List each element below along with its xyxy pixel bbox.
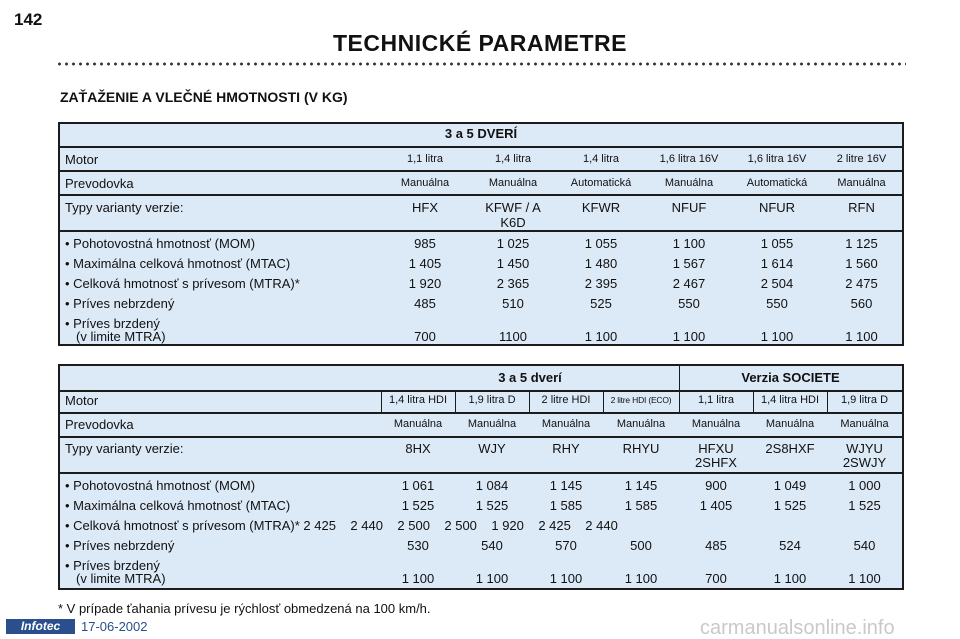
table-cell: 1 560 [845,256,878,271]
table-cell: 560 [850,296,873,311]
row-label: • Príves nebrzdený [65,538,175,553]
table-cell: 1,9 litra D [468,394,516,406]
table-cell: 550 [766,296,788,311]
table-cell: 1,4 litra [582,153,620,165]
table-cell: 1 049 [773,478,807,493]
table-cell: 1 450 [496,256,530,271]
table-cell: KFWF / A [485,200,541,215]
table-cell: 1 100 [760,329,794,344]
table-cell: NFUF [671,200,707,215]
spec-table-1 [58,122,904,346]
table-cell: 1 525 [475,498,509,513]
table-cell: Manuálna [664,177,714,189]
table-cell: 524 [779,538,801,553]
table-cell: 500 [630,538,652,553]
table-cell: RHYU [622,441,660,456]
table-cell: 1 405 [408,256,442,271]
table-cell: 1 084 [475,478,509,493]
table-cell: 1100 [499,329,527,344]
row-label: • Maximálna celková hmotnosť (MTAC) [65,256,291,271]
table-cell: 1,1 litra [406,153,444,165]
table1-header: 3 a 5 DVERÍ [444,126,518,141]
table-cell: 1 100 [845,329,878,344]
row-label: • Príves brzdený [65,558,160,573]
print-date: 17-06-2002 [81,619,148,634]
table-cell: HFX [412,200,438,215]
table-cell: 2 475 [845,276,878,291]
table-cell: Manuálna [541,418,591,430]
table-cell: Manuálna [837,177,886,189]
table-cell: 2 litre HDI (ECO) [610,395,672,405]
table-cell: 540 [481,538,503,553]
table-cell: 1,9 litra D [840,394,889,406]
table-cell: WJYU [846,441,883,456]
table-cell: 1 000 [848,478,881,493]
table-cell: 1,4 litra [494,153,532,165]
table2-header-left: 3 a 5 dverí [498,370,562,385]
page-number: 142 [14,10,43,29]
row-label: • Celková hmotnosť s prívesom (MTRA)* 2 425 2 440 2 500 2 500 1 920 2 425 2 440 [65,518,618,533]
table-cell: Automatická [570,177,632,189]
table-cell: 2 litre HDI [541,394,591,406]
row-label: • Príves brzdený [65,316,160,331]
table-cell: 1 055 [760,236,794,251]
table-cell: 550 [678,296,700,311]
table-cell: Manuálna [765,418,815,430]
spec-table-2 [58,364,904,590]
table-cell: 540 [853,538,876,553]
table-cell: 1 405 [699,498,733,513]
table-cell: 1 100 [549,571,583,586]
table-cell: 1 100 [401,571,435,586]
table-cell: 2 395 [584,276,618,291]
table-cell: 1 100 [672,329,706,344]
table-cell: Manuálna [467,418,517,430]
table-cell: 1 100 [624,571,658,586]
row-label: Prevodovka [65,417,134,432]
row-label-sub: (v limite MTRA) [76,329,166,344]
table-cell: 485 [414,296,436,311]
table-cell: 1 061 [401,478,435,493]
table-cell: 1 585 [549,498,583,513]
table-cell: RHY [552,441,580,456]
table-cell: 1 145 [624,478,658,493]
table-cell: K6D [500,215,526,230]
table-cell: Automatická [746,177,808,189]
table-cell: RFN [848,200,875,215]
table-cell: WJY [478,441,506,456]
row-label: Prevodovka [65,176,134,191]
row-label-sub: (v limite MTRA) [76,571,166,586]
row-label: Typy varianty verzie: [65,200,184,215]
table-cell: 2SWJY [842,455,887,470]
page-title: TECHNICKÉ PARAMETRE [332,30,628,56]
table-cell: 570 [555,538,577,553]
table-cell: 1,6 litra 16V [747,153,807,165]
table-cell: 510 [502,296,524,311]
table-cell: 700 [414,329,436,344]
table-cell: Manuálna [616,418,666,430]
table2-header-right: Verzia SOCIETE [741,370,840,385]
table-cell: KFWR [581,200,621,215]
table-cell: 2 litre 16V [836,153,887,165]
table-cell: HFXU [698,441,734,456]
table-cell: 1 567 [672,256,706,271]
table-cell: 1 100 [672,236,706,251]
table-cell: 1 614 [760,256,794,271]
table-cell: Manuálna [393,418,443,430]
table-cell: 1 025 [496,236,530,251]
table-cell: 900 [705,478,727,493]
table-cell: Manuálna [488,177,538,189]
table-cell: 1,1 litra [697,394,735,406]
table-cell: 8HX [405,441,431,456]
row-label: • Maximálna celková hmotnosť (MTAC) [65,498,291,513]
table-cell: 2 504 [760,276,794,291]
row-label: Motor [65,152,99,167]
row-label: • Pohotovostná hmotnosť (MOM) [65,236,256,251]
table-cell: 1 585 [624,498,658,513]
table-cell: NFUR [758,200,796,215]
dotted-divider [56,62,906,66]
row-label: • Celková hmotnosť s prívesom (MTRA)* [65,276,300,291]
watermark: carmanualsonline.info [700,617,895,639]
table-cell: 700 [705,571,727,586]
infotec-logo: Infotec [6,619,75,634]
footnote: * V prípade ťahania prívesu je rýchlosť obmedzená na 100 km/h. [58,601,431,616]
row-label: • Pohotovostná hmotnosť (MOM) [65,478,256,493]
table-cell: 1 055 [584,236,618,251]
table-cell: Manuálna [840,418,889,430]
table-cell: 1 100 [584,329,618,344]
table-cell: 1,4 litra HDI [388,394,448,406]
table-cell: 1 125 [845,236,878,251]
row-label: • Príves nebrzdený [65,296,175,311]
row-label: Motor [65,393,99,408]
table-cell: 1,4 litra HDI [760,394,820,406]
table-cell: 1 920 [408,276,442,291]
table-cell: 2S8HXF [765,441,815,456]
table-cell: 1 145 [549,478,583,493]
table-cell: 1 100 [475,571,509,586]
table-cell: 1 525 [848,498,881,513]
table-cell: Manuálna [400,177,450,189]
table-cell: 2 467 [672,276,706,291]
table-cell: 2SHFX [695,455,737,470]
table-cell: 525 [590,296,612,311]
table-cell: 1 525 [773,498,807,513]
row-label: Typy varianty verzie: [65,441,184,456]
table-cell: 485 [705,538,727,553]
table-cell: 530 [407,538,429,553]
table-cell: 1 100 [848,571,881,586]
table-cell: 1 480 [584,256,618,271]
table-cell: 1,6 litra 16V [659,153,719,165]
table-cell: 2 365 [496,276,530,291]
section-heading: ZAŤAŽENIE A VLEČNÉ HMOTNOSTI (V KG) [60,89,348,105]
table-cell: 1 100 [773,571,807,586]
table-cell: Manuálna [691,418,741,430]
table-cell: 1 525 [401,498,435,513]
table-cell: 985 [414,236,436,251]
